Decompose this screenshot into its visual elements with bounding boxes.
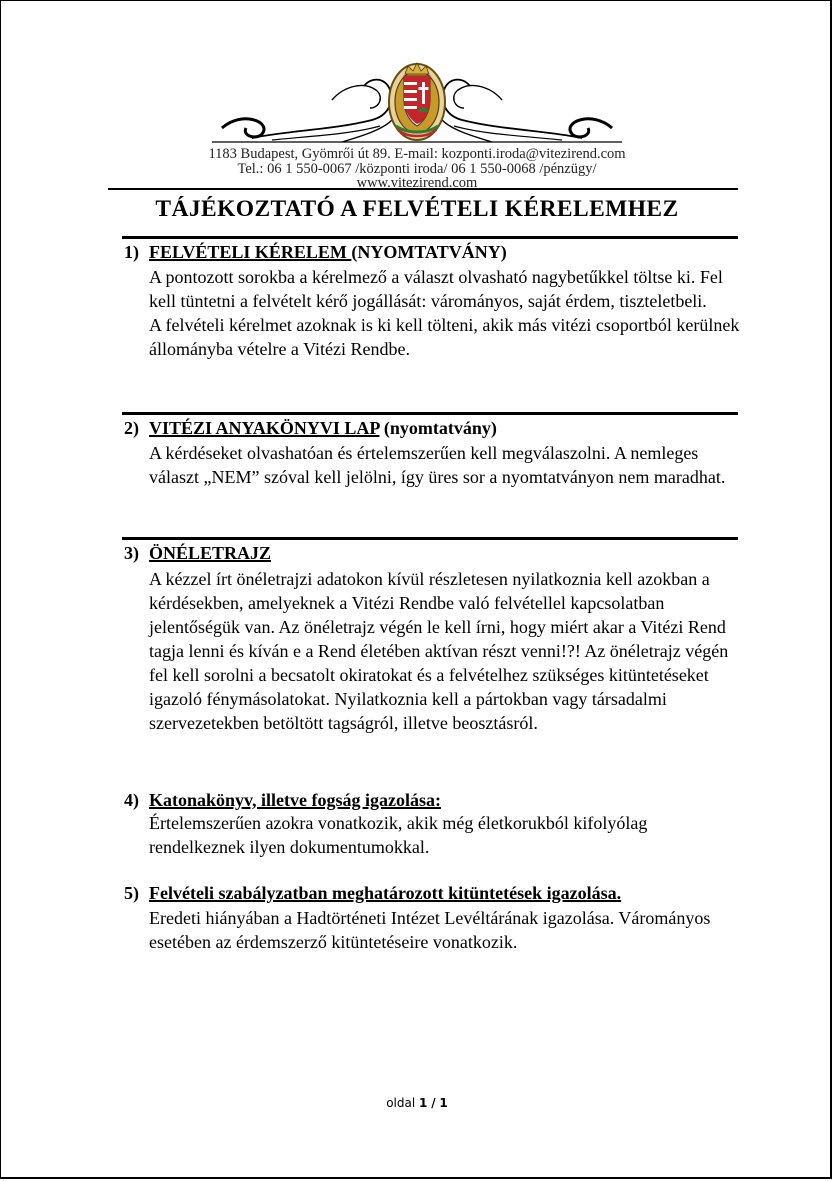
- section-1-heading-rest: (NYOMTATVÁNY): [351, 242, 507, 262]
- section-4-body: [149, 811, 744, 859]
- section-4-paragraph: Értelemszerűen azokra vonatkozik, akik még életkorukból kifolyólag rendelkeznek ilyen dokumentumokkal.: [149, 813, 648, 857]
- section-1-rule: [122, 236, 738, 239]
- section-3-number: 3): [124, 543, 139, 563]
- page-footer: [0, 1096, 834, 1110]
- section-3-body: [149, 567, 744, 735]
- section-1-number: 1): [124, 242, 139, 262]
- section-2-number: 2): [124, 418, 139, 438]
- header-phone-line: Tel.: 06 1 550-0067 /központi iroda/ 06 1 550-0068 /pénzügy/: [237, 161, 597, 177]
- section-2-heading: [124, 417, 497, 439]
- section-1-paragraph: A felvételi kérelmet azoknak is ki kell tölteni, akik más vitézi csoportból kerülnek állományba vételre a Vitézi Rendbe.: [149, 315, 740, 359]
- section-2-heading-underlined: VITÉZI ANYAKÖNYVI LAP: [149, 418, 380, 438]
- section-2-paragraph: A kérdéseket olvashatóan és értelemszerűen kell megválaszolni. A nemleges választ „NEM” szóval kell jelölni, így üres sor a nyomtatványon nem maradhat.: [149, 443, 726, 487]
- document-title: TÁJÉKOZTATÓ A FELVÉTELI KÉRELEMHEZ: [155, 196, 679, 222]
- section-1-paragraph: A pontozott sorokba a kérelmező a választ olvasható nagybetűkkel töltse ki. Fel kell tüntetni a felvételt kérő jogállását: várományos, saját érdem, tiszteletbeli.: [149, 267, 723, 311]
- header-web-line: www.vitezirend.com: [356, 176, 478, 188]
- section-5-body: [149, 906, 744, 954]
- section-3-heading: [124, 542, 271, 564]
- footer-page-number: 1: [419, 1096, 428, 1110]
- section-5-number: 5): [124, 883, 139, 903]
- section-1-body: [149, 265, 744, 361]
- section-4-number: 4): [124, 790, 139, 810]
- section-4-heading: [124, 789, 441, 811]
- coat-of-arms-emblem: [212, 60, 622, 150]
- section-5-paragraph: Eredeti hiányában a Hadtörténeti Intézet Levéltárának igazolása. Várományos esetében az érdemszerző kitüntetéseire vonatkozik.: [149, 908, 711, 952]
- section-1-heading: [124, 241, 507, 263]
- section-3-rule: [122, 537, 738, 540]
- footer-page-total: 1: [439, 1096, 448, 1110]
- section-2-body: [149, 441, 744, 489]
- section-3-paragraph: A kézzel írt önéletrajzi adatokon kívül részletesen nyilatkoznia kell azokban a kérdésekben, amelyeknek a Vitézi Rendbe való felvétellel kapcsolatban jelentőségük van. Az önéletrajz végén le kell írni, hogy miért akar a Vitézi Rend tagja lenni és kíván e a Rend életében aktívan részt venni!?! Az önéletrajz végén fel kell sorolni a becsatolt okiratokat és a felvételhez szükséges kitüntetéseket igazoló fénymásolatokat. Nyilatkoznia kell a pártokban vagy társadalmi szervezetekben betöltött tagságról, illetve beosztásról.: [149, 569, 729, 733]
- header-address-line: 1183 Budapest, Gyömrői út 89. E-mail: kozponti.iroda@vitezirend.com: [208, 146, 626, 162]
- section-2-rule: [122, 412, 738, 415]
- section-3-heading-underlined: ÖNÉLETRAJZ: [149, 543, 272, 563]
- section-4-heading-underlined: Katonakönyv, illetve fogság igazolása:: [149, 790, 441, 810]
- section-5-heading-underlined: Felvételi szabályzatban meghatározott kitüntetések igazolása.: [149, 883, 622, 903]
- section-1-heading-underlined: FELVÉTELI KÉRELEM: [149, 242, 352, 262]
- title-top-rule: [108, 188, 738, 190]
- footer-separator: /: [431, 1096, 436, 1110]
- section-5-heading: [124, 882, 621, 904]
- footer-prefix: oldal: [386, 1096, 416, 1110]
- section-2-heading-rest: (nyomtatvány): [379, 418, 497, 438]
